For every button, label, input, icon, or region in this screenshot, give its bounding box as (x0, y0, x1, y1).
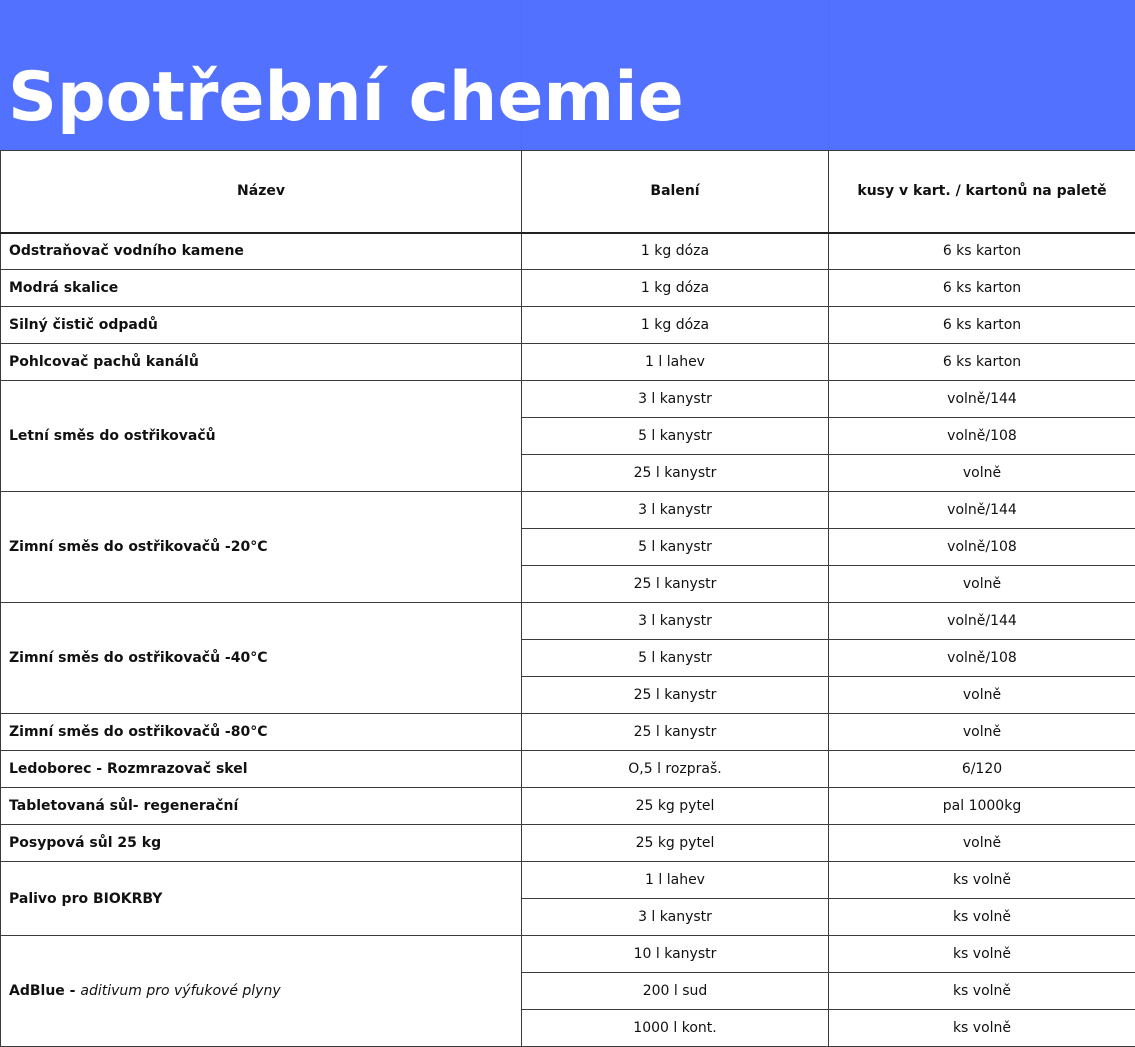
title-banner (0, 0, 1135, 150)
product-name (1, 381, 522, 492)
pack-cell: 3 l kanystr (522, 899, 829, 936)
page-title: Spotřební chemie (8, 58, 684, 138)
pieces-cell: volně/144 (829, 381, 1135, 418)
table-row (1, 714, 1135, 751)
pack-cell: 10 l kanystr (522, 936, 829, 973)
header-name: Název (1, 151, 522, 233)
pack-cell: 25 l kanystr (522, 677, 829, 714)
pieces-cell: 6 ks karton (829, 270, 1135, 307)
pack-cell: 1 l lahev (522, 862, 829, 899)
pack-cell: 5 l kanystr (522, 418, 829, 455)
product-name-text: Tabletovaná sůl- regenerační (9, 798, 238, 814)
pieces-cell: volně (829, 825, 1135, 862)
table-row (1, 788, 1135, 825)
pieces-cell: 6 ks karton (829, 344, 1135, 381)
pack-cell: 3 l kanystr (522, 381, 829, 418)
product-name-text: Odstraňovač vodního kamene (9, 243, 244, 259)
pieces-cell: volně (829, 455, 1135, 492)
pack-cell: 1000 l kont. (522, 1010, 829, 1047)
product-name (1, 825, 522, 862)
pack-cell: 1 l lahev (522, 344, 829, 381)
pack-cell: 1 kg dóza (522, 307, 829, 344)
pack-cell: 25 l kanystr (522, 566, 829, 603)
pack-cell: 3 l kanystr (522, 492, 829, 529)
product-name-text: Posypová sůl 25 kg (9, 835, 161, 851)
product-note: aditivum pro výfukové plyny (80, 983, 280, 999)
header-row (1, 151, 1135, 233)
product-name (1, 862, 522, 936)
pieces-cell: ks volně (829, 899, 1135, 936)
pieces-cell: 6/120 (829, 751, 1135, 788)
pieces-cell: volně (829, 566, 1135, 603)
product-name-text: Zimní směs do ostřikovačů -40°C (9, 650, 268, 666)
product-table (0, 150, 1135, 1047)
pack-cell: 25 l kanystr (522, 714, 829, 751)
table-row (1, 381, 1135, 418)
header-pieces: kusy v kart. / kartonů na paletě (829, 151, 1135, 233)
pieces-cell: volně/144 (829, 492, 1135, 529)
product-name-text: Zimní směs do ostřikovačů -20°C (9, 539, 268, 555)
header-pack: Balení (522, 151, 829, 233)
product-name (1, 344, 522, 381)
pack-cell: 1 kg dóza (522, 233, 829, 270)
pack-cell: 25 l kanystr (522, 455, 829, 492)
table-row (1, 307, 1135, 344)
product-name (1, 270, 522, 307)
pack-cell: 3 l kanystr (522, 603, 829, 640)
pieces-cell: volně/108 (829, 418, 1135, 455)
pieces-cell: ks volně (829, 862, 1135, 899)
pack-cell: 5 l kanystr (522, 640, 829, 677)
product-name (1, 603, 522, 714)
product-name (1, 714, 522, 751)
pack-cell: 25 kg pytel (522, 788, 829, 825)
product-name (1, 936, 522, 1047)
table-row (1, 344, 1135, 381)
product-name-text: AdBlue - (9, 983, 75, 999)
table-row (1, 825, 1135, 862)
banner-divider (828, 0, 829, 150)
table-row (1, 603, 1135, 640)
product-name (1, 788, 522, 825)
pieces-cell: ks volně (829, 973, 1135, 1010)
pieces-cell: ks volně (829, 1010, 1135, 1047)
pack-cell: 25 kg pytel (522, 825, 829, 862)
pieces-cell: 6 ks karton (829, 233, 1135, 270)
product-name-text: Pohlcovač pachů kanálů (9, 354, 199, 370)
product-name-text: Letní směs do ostřikovačů (9, 428, 216, 444)
product-name (1, 233, 522, 270)
pack-cell: 1 kg dóza (522, 270, 829, 307)
product-name-text: Ledoborec - Rozmrazovač skel (9, 761, 248, 777)
table-row (1, 751, 1135, 788)
pieces-cell: pal 1000kg (829, 788, 1135, 825)
product-name-text: Silný čistič odpadů (9, 317, 158, 333)
pieces-cell: ks volně (829, 936, 1135, 973)
table-row (1, 862, 1135, 899)
product-name-text: Zimní směs do ostřikovačů -80°C (9, 724, 268, 740)
table-row (1, 936, 1135, 973)
product-name (1, 307, 522, 344)
pieces-cell: volně/144 (829, 603, 1135, 640)
pack-cell: O,5 l rozpraš. (522, 751, 829, 788)
table-row (1, 492, 1135, 529)
pack-cell: 200 l sud (522, 973, 829, 1010)
table-row (1, 270, 1135, 307)
table-row (1, 233, 1135, 270)
pieces-cell: volně/108 (829, 529, 1135, 566)
product-name-text: Palivo pro BIOKRBY (9, 891, 162, 907)
product-name (1, 751, 522, 788)
product-name (1, 492, 522, 603)
pack-cell: 5 l kanystr (522, 529, 829, 566)
pieces-cell: volně/108 (829, 640, 1135, 677)
pieces-cell: 6 ks karton (829, 307, 1135, 344)
product-name-text: Modrá skalice (9, 280, 118, 296)
table-body (1, 233, 1135, 1047)
pieces-cell: volně (829, 677, 1135, 714)
pieces-cell: volně (829, 714, 1135, 751)
